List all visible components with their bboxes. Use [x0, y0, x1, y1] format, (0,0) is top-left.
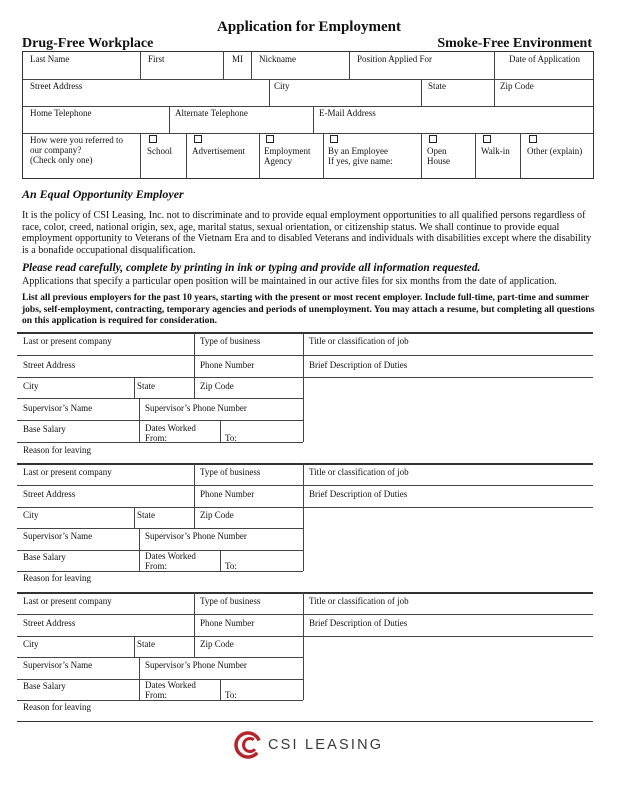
policy-paragraph: It is the policy of CSI Leasing, Inc. not to discriminate and to provide equal employment opportunities to all qualified persons regardless of race, color, creed, national origin, sex, age, marital status, sexual orientation, or citizenship status. We shall continue to provide equal employment opportunity to Veterans of the Vietnam Era and to disabled Veterans and individuals with disabilities except where the disability is a bonafide occupational disqualification.: [22, 210, 592, 256]
reason-for-leaving-field[interactable]: Reason for leaving: [23, 702, 91, 712]
page-title: Application for Employment: [217, 19, 401, 35]
dates-worked-label: Dates Worked: [145, 551, 196, 561]
referral-question-line1: How were you referred to: [30, 135, 123, 145]
city-field[interactable]: City: [274, 81, 290, 91]
state-field[interactable]: State: [428, 81, 446, 91]
employer-list-instructions: List all previous employers for the past 10 years, starting with the present or most recent employer. Include full-time, part-time and summer jobs, self-employment, contracting, temporary agencies and periods of unemployment. You may attach a resume, but completing all questions on this application is required for consideration.: [22, 293, 595, 327]
dates-to-field[interactable]: To:: [225, 690, 237, 700]
employer-street-address-field[interactable]: Street Address: [23, 360, 76, 370]
reason-for-leaving-field[interactable]: Reason for leaving: [23, 445, 91, 455]
supervisor-name-field[interactable]: Supervisor’s Name: [23, 660, 93, 670]
employer-street-address-field[interactable]: Street Address: [23, 618, 76, 628]
other-label: Other (explain): [527, 146, 583, 156]
type-of-business-field[interactable]: Type of business: [200, 336, 261, 346]
dates-to-field[interactable]: To:: [225, 433, 237, 443]
dates-to-field[interactable]: To:: [225, 561, 237, 571]
supervisor-name-field[interactable]: Supervisor’s Name: [23, 531, 93, 541]
referral-question-line2: our company?: [30, 145, 82, 155]
last-name-field[interactable]: Last Name: [30, 54, 70, 64]
company-logo-text: CSI LEASING: [268, 737, 384, 753]
other-checkbox[interactable]: [529, 135, 537, 143]
drug-free-heading: Drug-Free Workplace: [22, 36, 154, 51]
middle-initial-field[interactable]: MI: [232, 54, 243, 64]
position-applied-field[interactable]: Position Applied For: [357, 54, 433, 64]
employer-block: [17, 592, 593, 722]
employer-zip-field[interactable]: Zip Code: [200, 381, 234, 391]
nickname-field[interactable]: Nickname: [259, 54, 296, 64]
type-of-business-field[interactable]: Type of business: [200, 467, 261, 477]
zip-code-field[interactable]: Zip Code: [500, 81, 534, 91]
alternate-telephone-field[interactable]: Alternate Telephone: [175, 108, 248, 118]
base-salary-field[interactable]: Base Salary: [23, 681, 66, 691]
employer-zip-field[interactable]: Zip Code: [200, 510, 234, 520]
school-checkbox[interactable]: [149, 135, 157, 143]
first-name-field[interactable]: First: [148, 54, 165, 64]
employer-phone-field[interactable]: Phone Number: [200, 360, 255, 370]
street-address-field[interactable]: Street Address: [30, 81, 83, 91]
job-title-field[interactable]: Title or classification of job: [309, 596, 409, 606]
email-address-field[interactable]: E-Mail Address: [319, 108, 376, 118]
open-house-label-1: Open: [427, 146, 447, 156]
home-telephone-field[interactable]: Home Telephone: [30, 108, 92, 118]
duties-description-field[interactable]: Brief Description of Duties: [309, 360, 408, 370]
job-title-field[interactable]: Title or classification of job: [309, 336, 409, 346]
employer-block: [17, 333, 593, 464]
employer-city-field[interactable]: City: [23, 510, 39, 520]
supervisor-phone-field[interactable]: Supervisor’s Phone Number: [145, 531, 247, 541]
dates-from-field[interactable]: From:: [145, 433, 168, 443]
company-field[interactable]: Last or present company: [23, 467, 112, 477]
base-salary-field[interactable]: Base Salary: [23, 552, 66, 562]
employer-zip-field[interactable]: Zip Code: [200, 639, 234, 649]
advertisement-checkbox[interactable]: [194, 135, 202, 143]
referral-question-line3: (Check only one): [30, 155, 93, 165]
applicant-info-form: [22, 51, 594, 179]
date-of-application-field[interactable]: Date of Application: [509, 54, 580, 64]
job-title-field[interactable]: Title or classification of job: [309, 467, 409, 477]
employer-state-field[interactable]: State: [137, 381, 155, 391]
supervisor-phone-field[interactable]: Supervisor’s Phone Number: [145, 403, 247, 413]
company-field[interactable]: Last or present company: [23, 596, 112, 606]
supervisor-phone-field[interactable]: Supervisor’s Phone Number: [145, 660, 247, 670]
by-employee-label-2: If yes, give name:: [328, 156, 393, 166]
open-house-label-2: House: [427, 156, 450, 166]
applications-note: Applications that specify a particular open position will be maintained in our active files for six months from the date of application.: [22, 276, 557, 287]
employer-city-field[interactable]: City: [23, 639, 39, 649]
employer-state-field[interactable]: State: [137, 510, 155, 520]
equal-opportunity-heading: An Equal Opportunity Employer: [22, 187, 184, 201]
employer-block: [17, 463, 593, 593]
employer-city-field[interactable]: City: [23, 381, 39, 391]
type-of-business-field[interactable]: Type of business: [200, 596, 261, 606]
employer-phone-field[interactable]: Phone Number: [200, 489, 255, 499]
duties-description-field[interactable]: Brief Description of Duties: [309, 489, 408, 499]
dates-from-field[interactable]: From:: [145, 690, 168, 700]
employment-agency-label-1: Employment: [264, 146, 311, 156]
smoke-free-heading: Smoke-Free Environment: [437, 36, 592, 51]
dates-from-field[interactable]: From:: [145, 561, 168, 571]
school-label: School: [147, 146, 173, 156]
walk-in-checkbox[interactable]: [483, 135, 491, 143]
employment-agency-label-2: Agency: [264, 156, 292, 166]
advertisement-label: Advertisement: [192, 146, 245, 156]
duties-description-field[interactable]: Brief Description of Duties: [309, 618, 408, 628]
csi-logo-icon: [234, 729, 264, 761]
dates-worked-label: Dates Worked: [145, 423, 196, 433]
base-salary-field[interactable]: Base Salary: [23, 424, 66, 434]
by-employee-checkbox[interactable]: [330, 135, 338, 143]
employer-state-field[interactable]: State: [137, 639, 155, 649]
employment-agency-checkbox[interactable]: [266, 135, 274, 143]
open-house-checkbox[interactable]: [429, 135, 437, 143]
reason-for-leaving-field[interactable]: Reason for leaving: [23, 573, 91, 583]
walk-in-label: Walk-in: [481, 146, 510, 156]
dates-worked-label: Dates Worked: [145, 680, 196, 690]
by-employee-label-1: By an Employee: [328, 146, 388, 156]
employer-street-address-field[interactable]: Street Address: [23, 489, 76, 499]
supervisor-name-field[interactable]: Supervisor’s Name: [23, 403, 93, 413]
employer-phone-field[interactable]: Phone Number: [200, 618, 255, 628]
read-carefully-instruction: Please read carefully, complete by printing in ink or typing and provide all information requested.: [22, 262, 481, 274]
company-field[interactable]: Last or present company: [23, 336, 112, 346]
